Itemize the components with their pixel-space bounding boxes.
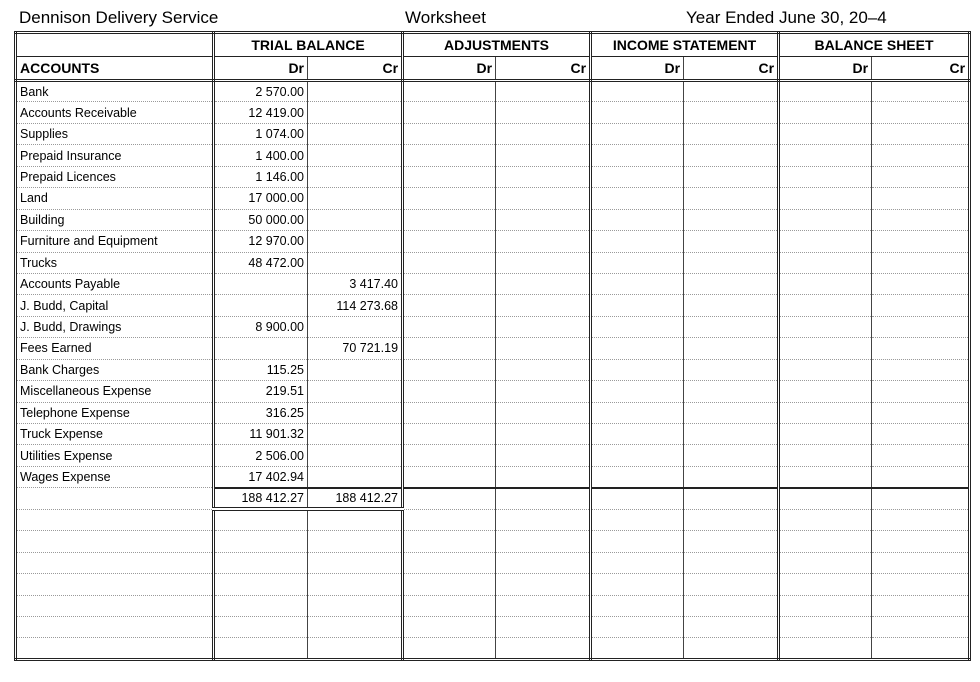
- account-cell: Prepaid Insurance: [16, 145, 214, 166]
- table-row: [16, 209, 970, 230]
- table-row: [16, 145, 970, 166]
- is-dr-cell[interactable]: [591, 466, 684, 487]
- account-cell: Accounts Receivable: [16, 102, 214, 123]
- account-cell: [16, 574, 214, 595]
- account-cell: Telephone Expense: [16, 402, 214, 423]
- tb-dr-cell[interactable]: 12 970.00: [214, 231, 308, 252]
- adj-cr-cell[interactable]: [496, 316, 591, 337]
- account-cell: [16, 638, 214, 660]
- tb-cr-cell[interactable]: [308, 145, 403, 166]
- bs-dr-cell[interactable]: [779, 295, 872, 316]
- tb-cr-cell[interactable]: 188 412.27: [308, 488, 403, 509]
- is-dr-cell[interactable]: [591, 316, 684, 337]
- is-cr-cell[interactable]: [684, 273, 779, 294]
- adj-dr-header: Dr: [403, 57, 496, 81]
- adj-dr-cell[interactable]: [403, 166, 496, 187]
- tb-cr-cell[interactable]: [308, 381, 403, 402]
- tb-dr-header: Dr: [214, 57, 308, 81]
- adj-cr-cell[interactable]: [496, 381, 591, 402]
- bs-cr-cell[interactable]: [872, 402, 970, 423]
- adj-dr-cell[interactable]: [403, 402, 496, 423]
- is-dr-cell[interactable]: [591, 531, 684, 552]
- is-dr-cell[interactable]: [591, 231, 684, 252]
- adj-cr-cell[interactable]: [496, 552, 591, 573]
- bs-dr-cell[interactable]: [779, 252, 872, 273]
- tb-dr-cell[interactable]: 17 402.94: [214, 466, 308, 487]
- adj-dr-cell[interactable]: [403, 595, 496, 616]
- tb-dr-cell[interactable]: [214, 273, 308, 294]
- account-cell: J. Budd, Capital: [16, 295, 214, 316]
- bs-cr-cell[interactable]: [872, 488, 970, 509]
- adj-dr-cell[interactable]: [403, 145, 496, 166]
- adj-dr-cell[interactable]: [403, 338, 496, 359]
- bs-dr-cell[interactable]: [779, 445, 872, 466]
- bs-cr-cell[interactable]: [872, 638, 970, 660]
- tb-dr-cell[interactable]: 316.25: [214, 402, 308, 423]
- tb-cr-cell[interactable]: [308, 81, 403, 102]
- account-cell: Miscellaneous Expense: [16, 381, 214, 402]
- tb-cr-cell[interactable]: [308, 466, 403, 487]
- account-cell: [16, 509, 214, 530]
- adj-cr-cell[interactable]: [496, 531, 591, 552]
- is-cr-cell[interactable]: [684, 209, 779, 230]
- tb-cr-cell[interactable]: [308, 445, 403, 466]
- table-row: [16, 231, 970, 252]
- adj-cr-header: Cr: [496, 57, 591, 81]
- tb-dr-cell[interactable]: 115.25: [214, 359, 308, 380]
- bs-dr-cell[interactable]: [779, 466, 872, 487]
- adj-dr-cell[interactable]: [403, 316, 496, 337]
- account-cell: Accounts Payable: [16, 273, 214, 294]
- account-cell: Land: [16, 188, 214, 209]
- bs-cr-cell[interactable]: [872, 252, 970, 273]
- table-row: [16, 466, 970, 487]
- bs-cr-cell[interactable]: [872, 359, 970, 380]
- is-cr-cell[interactable]: [684, 509, 779, 530]
- bs-cr-cell[interactable]: [872, 166, 970, 187]
- tb-dr-cell[interactable]: 1 400.00: [214, 145, 308, 166]
- bs-dr-cell[interactable]: [779, 123, 872, 144]
- is-dr-cell[interactable]: [591, 209, 684, 230]
- tb-cr-cell[interactable]: [308, 402, 403, 423]
- table-row: [16, 638, 970, 660]
- tb-dr-cell[interactable]: [214, 531, 308, 552]
- adj-cr-cell[interactable]: [496, 359, 591, 380]
- account-cell: [16, 616, 214, 637]
- tb-dr-cell[interactable]: [214, 552, 308, 573]
- table-row: [16, 295, 970, 316]
- account-cell: Furniture and Equipment: [16, 231, 214, 252]
- adj-cr-cell[interactable]: [496, 445, 591, 466]
- adj-cr-cell[interactable]: [496, 616, 591, 637]
- adj-cr-cell[interactable]: [496, 424, 591, 445]
- adj-dr-cell[interactable]: [403, 488, 496, 509]
- table-row: [16, 509, 970, 530]
- is-dr-cell[interactable]: [591, 574, 684, 595]
- bs-cr-cell[interactable]: [872, 381, 970, 402]
- adj-dr-cell[interactable]: [403, 295, 496, 316]
- adj-dr-cell[interactable]: [403, 574, 496, 595]
- table-row: [16, 424, 970, 445]
- tb-cr-cell[interactable]: 3 417.40: [308, 273, 403, 294]
- is-dr-cell[interactable]: [591, 123, 684, 144]
- account-cell: Prepaid Licences: [16, 166, 214, 187]
- is-cr-cell[interactable]: [684, 316, 779, 337]
- bs-dr-cell[interactable]: [779, 616, 872, 637]
- adj-cr-cell[interactable]: [496, 145, 591, 166]
- period-label: Year Ended June 30, 20–4: [686, 8, 887, 27]
- tb-cr-cell[interactable]: [308, 638, 403, 660]
- bs-cr-cell[interactable]: [872, 574, 970, 595]
- document-title: Worksheet: [405, 8, 486, 27]
- is-cr-cell[interactable]: [684, 145, 779, 166]
- is-dr-cell[interactable]: [591, 552, 684, 573]
- bs-cr-cell[interactable]: [872, 445, 970, 466]
- tb-cr-cell[interactable]: [308, 359, 403, 380]
- bs-cr-cell[interactable]: [872, 231, 970, 252]
- is-dr-cell[interactable]: [591, 488, 684, 509]
- table-row: [16, 316, 970, 337]
- is-cr-cell[interactable]: [684, 424, 779, 445]
- bs-dr-cell[interactable]: [779, 488, 872, 509]
- table-row: [16, 359, 970, 380]
- adj-cr-cell[interactable]: [496, 466, 591, 487]
- adj-dr-cell[interactable]: [403, 252, 496, 273]
- is-dr-cell[interactable]: [591, 616, 684, 637]
- account-cell: Truck Expense: [16, 424, 214, 445]
- is-cr-cell[interactable]: [684, 359, 779, 380]
- tb-dr-cell[interactable]: [214, 595, 308, 616]
- is-dr-header: Dr: [591, 57, 684, 81]
- bs-dr-cell[interactable]: [779, 231, 872, 252]
- bs-dr-cell[interactable]: [779, 166, 872, 187]
- is-cr-cell[interactable]: [684, 188, 779, 209]
- account-cell: Supplies: [16, 123, 214, 144]
- table-row: [16, 166, 970, 187]
- is-cr-cell[interactable]: [684, 616, 779, 637]
- adj-cr-cell[interactable]: [496, 574, 591, 595]
- tb-dr-cell[interactable]: [214, 338, 308, 359]
- adj-dr-cell[interactable]: [403, 531, 496, 552]
- tb-dr-cell[interactable]: [214, 574, 308, 595]
- is-cr-cell[interactable]: [684, 338, 779, 359]
- adj-cr-cell[interactable]: [496, 252, 591, 273]
- bs-cr-cell[interactable]: [872, 188, 970, 209]
- bs-dr-cell[interactable]: [779, 509, 872, 530]
- is-dr-cell[interactable]: [591, 252, 684, 273]
- tb-cr-cell[interactable]: [308, 616, 403, 637]
- table-row: [16, 445, 970, 466]
- tb-dr-cell[interactable]: 11 901.32: [214, 424, 308, 445]
- tb-cr-cell[interactable]: [308, 231, 403, 252]
- bs-cr-cell[interactable]: [872, 316, 970, 337]
- adj-cr-cell[interactable]: [496, 595, 591, 616]
- tb-dr-cell[interactable]: 50 000.00: [214, 209, 308, 230]
- tb-cr-cell[interactable]: [308, 102, 403, 123]
- table-row: [16, 338, 970, 359]
- is-cr-cell[interactable]: [684, 488, 779, 509]
- tb-dr-cell[interactable]: 219.51: [214, 381, 308, 402]
- tb-cr-cell[interactable]: [308, 552, 403, 573]
- tb-cr-cell[interactable]: [308, 166, 403, 187]
- tb-dr-cell[interactable]: 2 570.00: [214, 81, 308, 102]
- is-dr-cell[interactable]: [591, 424, 684, 445]
- bs-dr-cell[interactable]: [779, 424, 872, 445]
- balance-sheet-header: BALANCE SHEET: [779, 33, 970, 57]
- table-row: [16, 81, 970, 102]
- adj-cr-cell[interactable]: [496, 402, 591, 423]
- bs-cr-cell[interactable]: [872, 466, 970, 487]
- adj-cr-cell[interactable]: [496, 102, 591, 123]
- accounts-header: ACCOUNTS: [16, 57, 214, 81]
- table-row: [16, 552, 970, 573]
- tb-cr-cell[interactable]: [308, 123, 403, 144]
- bs-dr-cell[interactable]: [779, 552, 872, 573]
- is-dr-cell[interactable]: [591, 595, 684, 616]
- adj-dr-cell[interactable]: [403, 102, 496, 123]
- is-cr-header: Cr: [684, 57, 779, 81]
- is-cr-cell[interactable]: [684, 231, 779, 252]
- tb-dr-cell[interactable]: [214, 509, 308, 530]
- adj-cr-cell[interactable]: [496, 123, 591, 144]
- is-dr-cell[interactable]: [591, 338, 684, 359]
- account-cell: Fees Earned: [16, 338, 214, 359]
- is-dr-cell[interactable]: [591, 381, 684, 402]
- account-cell: Wages Expense: [16, 466, 214, 487]
- tb-cr-cell[interactable]: [308, 316, 403, 337]
- is-dr-cell[interactable]: [591, 273, 684, 294]
- adj-cr-cell[interactable]: [496, 338, 591, 359]
- adj-dr-cell[interactable]: [403, 359, 496, 380]
- bs-cr-cell[interactable]: [872, 273, 970, 294]
- adj-dr-cell[interactable]: [403, 123, 496, 144]
- is-dr-cell[interactable]: [591, 166, 684, 187]
- is-dr-cell[interactable]: [591, 638, 684, 660]
- is-cr-cell[interactable]: [684, 102, 779, 123]
- adj-dr-cell[interactable]: [403, 552, 496, 573]
- table-row: [16, 252, 970, 273]
- bs-dr-cell[interactable]: [779, 209, 872, 230]
- is-dr-cell[interactable]: [591, 509, 684, 530]
- bs-dr-cell[interactable]: [779, 595, 872, 616]
- is-cr-cell[interactable]: [684, 123, 779, 144]
- table-row: [16, 616, 970, 637]
- bs-dr-header: Dr: [779, 57, 872, 81]
- adj-dr-cell[interactable]: [403, 273, 496, 294]
- bs-dr-cell[interactable]: [779, 188, 872, 209]
- tb-dr-cell[interactable]: 1 146.00: [214, 166, 308, 187]
- tb-cr-cell[interactable]: [308, 509, 403, 530]
- is-dr-cell[interactable]: [591, 81, 684, 102]
- adj-cr-cell[interactable]: [496, 273, 591, 294]
- table-row: [16, 531, 970, 552]
- table-row: [16, 273, 970, 294]
- table-row: [16, 123, 970, 144]
- is-dr-cell[interactable]: [591, 102, 684, 123]
- tb-cr-cell[interactable]: [308, 595, 403, 616]
- account-cell: Bank: [16, 81, 214, 102]
- adj-dr-cell[interactable]: [403, 616, 496, 637]
- bs-cr-cell[interactable]: [872, 552, 970, 573]
- account-cell: [16, 488, 214, 509]
- table-row: [16, 574, 970, 595]
- bs-dr-cell[interactable]: [779, 338, 872, 359]
- table-row: [16, 188, 970, 209]
- adj-cr-cell[interactable]: [496, 488, 591, 509]
- tb-cr-cell[interactable]: [308, 424, 403, 445]
- tb-dr-cell[interactable]: [214, 638, 308, 660]
- tb-dr-cell[interactable]: 2 506.00: [214, 445, 308, 466]
- bs-dr-cell[interactable]: [779, 102, 872, 123]
- company-name: Dennison Delivery Service: [19, 8, 219, 27]
- tb-cr-cell[interactable]: [308, 574, 403, 595]
- adj-cr-cell[interactable]: [496, 231, 591, 252]
- is-cr-cell[interactable]: [684, 81, 779, 102]
- bs-cr-cell[interactable]: [872, 295, 970, 316]
- tb-cr-cell[interactable]: [308, 531, 403, 552]
- bs-cr-cell[interactable]: [872, 531, 970, 552]
- is-cr-cell[interactable]: [684, 466, 779, 487]
- adj-cr-cell[interactable]: [496, 188, 591, 209]
- bs-cr-cell[interactable]: [872, 509, 970, 530]
- tb-dr-cell[interactable]: 12 419.00: [214, 102, 308, 123]
- account-cell: Bank Charges: [16, 359, 214, 380]
- tb-dr-cell[interactable]: [214, 295, 308, 316]
- is-cr-cell[interactable]: [684, 531, 779, 552]
- bs-dr-cell[interactable]: [779, 381, 872, 402]
- is-cr-cell[interactable]: [684, 252, 779, 273]
- bs-cr-cell[interactable]: [872, 123, 970, 144]
- tb-cr-cell[interactable]: [308, 188, 403, 209]
- adj-dr-cell[interactable]: [403, 209, 496, 230]
- income-statement-header: INCOME STATEMENT: [591, 33, 779, 57]
- account-cell: Trucks: [16, 252, 214, 273]
- bs-cr-cell[interactable]: [872, 338, 970, 359]
- is-cr-cell[interactable]: [684, 445, 779, 466]
- bs-dr-cell[interactable]: [779, 574, 872, 595]
- adj-dr-cell[interactable]: [403, 381, 496, 402]
- is-dr-cell[interactable]: [591, 188, 684, 209]
- adj-cr-cell[interactable]: [496, 166, 591, 187]
- bs-cr-header: Cr: [872, 57, 970, 81]
- adj-cr-cell[interactable]: [496, 295, 591, 316]
- adj-dr-cell[interactable]: [403, 81, 496, 102]
- adj-dr-cell[interactable]: [403, 638, 496, 660]
- adj-dr-cell[interactable]: [403, 424, 496, 445]
- account-cell: [16, 552, 214, 573]
- adj-cr-cell[interactable]: [496, 509, 591, 530]
- bs-dr-cell[interactable]: [779, 402, 872, 423]
- account-cell: Utilities Expense: [16, 445, 214, 466]
- table-row: [16, 595, 970, 616]
- tb-dr-cell[interactable]: 17 000.00: [214, 188, 308, 209]
- is-cr-cell[interactable]: [684, 552, 779, 573]
- adj-dr-cell[interactable]: [403, 509, 496, 530]
- is-cr-cell[interactable]: [684, 166, 779, 187]
- bs-dr-cell[interactable]: [779, 81, 872, 102]
- adj-dr-cell[interactable]: [403, 466, 496, 487]
- tb-cr-cell[interactable]: [308, 252, 403, 273]
- bs-dr-cell[interactable]: [779, 359, 872, 380]
- is-dr-cell[interactable]: [591, 445, 684, 466]
- is-cr-cell[interactable]: [684, 595, 779, 616]
- is-cr-cell[interactable]: [684, 402, 779, 423]
- adj-dr-cell[interactable]: [403, 188, 496, 209]
- bs-cr-cell[interactable]: [872, 81, 970, 102]
- adjustments-header: ADJUSTMENTS: [403, 33, 591, 57]
- tb-dr-cell[interactable]: 48 472.00: [214, 252, 308, 273]
- bs-cr-cell[interactable]: [872, 595, 970, 616]
- bs-dr-cell[interactable]: [779, 145, 872, 166]
- account-cell: [16, 595, 214, 616]
- is-cr-cell[interactable]: [684, 381, 779, 402]
- account-cell: [16, 531, 214, 552]
- adj-cr-cell[interactable]: [496, 81, 591, 102]
- tb-cr-header: Cr: [308, 57, 403, 81]
- tb-cr-cell[interactable]: 70 721.19: [308, 338, 403, 359]
- is-dr-cell[interactable]: [591, 295, 684, 316]
- tb-dr-cell[interactable]: 188 412.27: [214, 488, 308, 509]
- bs-cr-cell[interactable]: [872, 145, 970, 166]
- bs-dr-cell[interactable]: [779, 638, 872, 660]
- accounts-header-blank: [16, 33, 214, 57]
- is-cr-cell[interactable]: [684, 638, 779, 660]
- table-row: [16, 402, 970, 423]
- is-cr-cell[interactable]: [684, 574, 779, 595]
- tb-cr-cell[interactable]: [308, 209, 403, 230]
- is-cr-cell[interactable]: [684, 295, 779, 316]
- account-cell: Building: [16, 209, 214, 230]
- worksheet-table: [14, 31, 971, 661]
- totals-row: [16, 488, 970, 509]
- tb-dr-cell[interactable]: [214, 616, 308, 637]
- bs-cr-cell[interactable]: [872, 616, 970, 637]
- bs-cr-cell[interactable]: [872, 424, 970, 445]
- tb-dr-cell[interactable]: 1 074.00: [214, 123, 308, 144]
- bs-dr-cell[interactable]: [779, 316, 872, 337]
- adj-cr-cell[interactable]: [496, 638, 591, 660]
- table-row: [16, 381, 970, 402]
- bs-cr-cell[interactable]: [872, 209, 970, 230]
- tb-cr-cell[interactable]: 114 273.68: [308, 295, 403, 316]
- is-dr-cell[interactable]: [591, 359, 684, 380]
- is-dr-cell[interactable]: [591, 402, 684, 423]
- bs-dr-cell[interactable]: [779, 273, 872, 294]
- account-cell: J. Budd, Drawings: [16, 316, 214, 337]
- is-dr-cell[interactable]: [591, 145, 684, 166]
- adj-cr-cell[interactable]: [496, 209, 591, 230]
- adj-dr-cell[interactable]: [403, 445, 496, 466]
- table-row: [16, 102, 970, 123]
- bs-cr-cell[interactable]: [872, 102, 970, 123]
- bs-dr-cell[interactable]: [779, 531, 872, 552]
- adj-dr-cell[interactable]: [403, 231, 496, 252]
- trial-balance-header: TRIAL BALANCE: [214, 33, 403, 57]
- tb-dr-cell[interactable]: 8 900.00: [214, 316, 308, 337]
